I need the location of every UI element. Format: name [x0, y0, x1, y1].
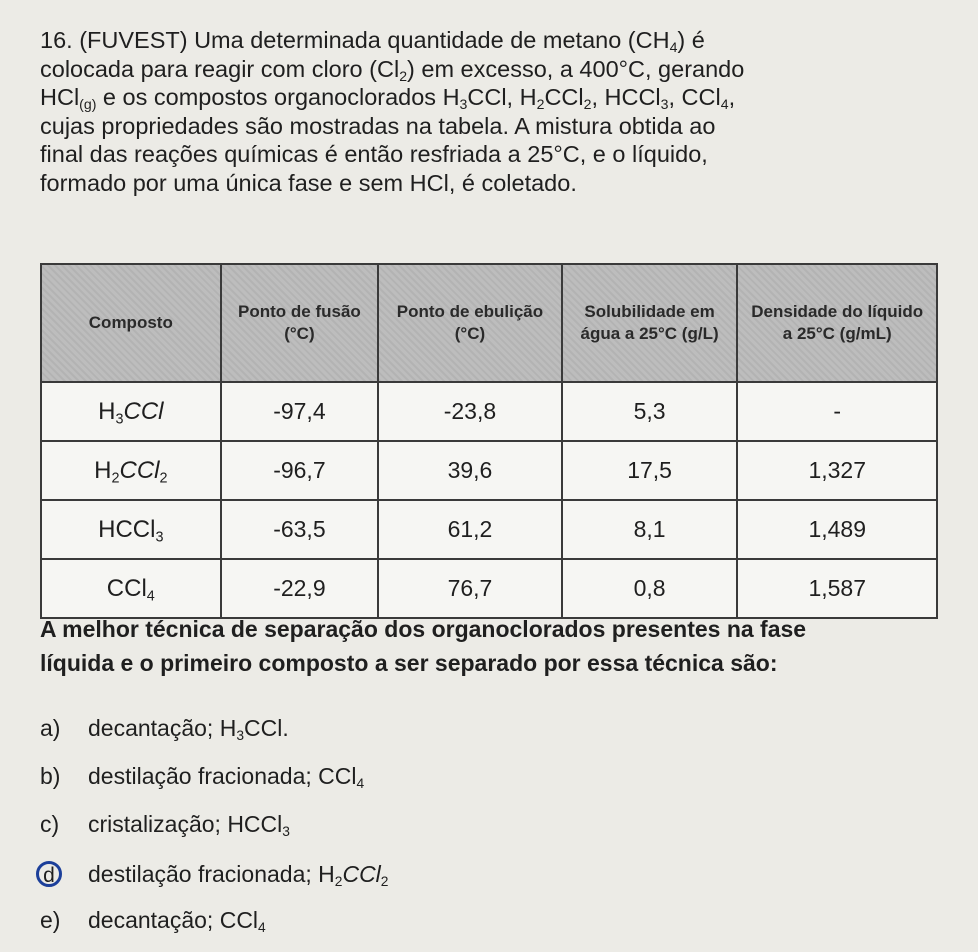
question-line-5: final das reações químicas é então resfriada a 25°C, e o líquido,	[40, 141, 708, 167]
q-l3-b: e os compostos organoclorados H	[96, 84, 460, 110]
option-d[interactable]	[40, 854, 388, 894]
melting-point-cell: -96,7	[221, 441, 379, 500]
question-line-4: cujas propriedades são mostradas na tabela. A mistura obtida ao	[40, 112, 716, 139]
option-letter: a)	[40, 715, 61, 741]
solubility-cell: 5,3	[562, 382, 738, 441]
density-cell: 1,489	[737, 500, 937, 559]
compound-part: CCl	[106, 574, 147, 602]
option-letter: b)	[40, 763, 61, 789]
compound-part: H	[98, 397, 116, 425]
question-line-3	[40, 83, 945, 112]
q-l3-g-sub: 4	[720, 96, 729, 113]
prompt-line-2: líquida e o primeiro composto a ser separado por essa técnica são:	[40, 650, 778, 676]
option-text	[88, 854, 388, 894]
table-row	[41, 441, 937, 500]
option-sub: 3	[236, 728, 245, 744]
q-l2-a: colocada para reagir com cloro (Cl	[40, 55, 400, 82]
properties-table-wrap	[40, 263, 938, 619]
option-a[interactable]	[40, 708, 289, 748]
melting-point-cell: -97,4	[221, 382, 379, 441]
option-text-part: decantação; H	[88, 715, 237, 741]
compound-sub: 3	[115, 410, 124, 427]
boiling-point-cell: 76,7	[378, 559, 562, 618]
properties-table	[40, 263, 938, 619]
option-sub: 4	[356, 776, 365, 792]
compound-sub: 2	[111, 469, 120, 486]
header-melting-point: Ponto de fusão (°C)	[221, 264, 379, 382]
q-l3-a: HCl	[40, 84, 80, 110]
question-text	[40, 26, 945, 197]
compound-sub: 4	[146, 587, 155, 604]
question-prompt	[40, 612, 945, 680]
melting-point-cell: -63,5	[221, 500, 379, 559]
q-l3-d-sub: 2	[536, 96, 545, 113]
option-text-part: destilação fracionada; H	[88, 861, 335, 887]
option-letter: e)	[40, 907, 61, 933]
table-row	[41, 559, 937, 618]
q-l3-g: ,	[728, 84, 736, 110]
prompt-line-1: A melhor técnica de separação dos organoclorados presentes na fase	[40, 616, 807, 642]
q-l3-f-sub: 3	[660, 96, 669, 113]
compound-cell	[41, 382, 221, 441]
q-l3-e-sub: 2	[583, 96, 592, 113]
compound-cell	[41, 559, 221, 618]
compound-part: HCCl	[98, 515, 156, 543]
header-boiling-point: Ponto de ebulição (°C)	[378, 264, 562, 382]
q-l1-sub: 4	[669, 39, 678, 56]
q-l3-sub: (g)	[79, 96, 97, 113]
table-row	[41, 500, 937, 559]
option-text-part: cristalização; HCCl	[88, 811, 283, 837]
option-c[interactable]	[40, 804, 290, 844]
option-text	[88, 756, 364, 796]
compound-part: CCl	[123, 397, 164, 425]
option-text	[88, 708, 289, 748]
solubility-cell: 8,1	[562, 500, 738, 559]
question-line-2	[40, 55, 945, 84]
header-solubility: Solubilidade em água a 25°C (g/L)	[562, 264, 738, 382]
boiling-point-cell: 39,6	[378, 441, 562, 500]
solubility-cell: 0,8	[562, 559, 738, 618]
compound-sub: 3	[155, 528, 164, 545]
option-text-part: decantação; CCl	[88, 907, 259, 933]
option-sub: 4	[258, 920, 266, 936]
header-density: Densidade do líquido a 25°C (g/mL)	[737, 264, 937, 382]
q-l3-c-sub: 3	[459, 96, 468, 113]
compound-cell	[41, 441, 221, 500]
q-l3-d: CCl	[544, 84, 584, 110]
option-sub: 2	[380, 874, 389, 890]
boiling-point-cell: -23,8	[378, 382, 562, 441]
q-l1-end: ) é	[677, 27, 705, 53]
q-l2-b: ) em excesso, a 400°C, gerando	[407, 55, 745, 82]
option-text-part: CCl	[342, 861, 381, 887]
density-cell: -	[737, 382, 937, 441]
solubility-cell: 17,5	[562, 441, 738, 500]
q-l3-c: CCl, H	[467, 84, 537, 110]
q-l3-e: , HCCl	[591, 84, 661, 110]
table-row	[41, 382, 937, 441]
compound-cell	[41, 500, 221, 559]
header-compound: Composto	[41, 264, 221, 382]
q-l1-text: 16. (FUVEST) Uma determinada quantidade de metano (CH	[40, 27, 670, 53]
melting-point-cell: -22,9	[221, 559, 379, 618]
option-text	[88, 804, 290, 844]
option-text-part: CCl.	[244, 715, 289, 741]
density-cell: 1,587	[737, 559, 937, 618]
option-letter-wrap	[40, 854, 88, 894]
option-sub: 2	[334, 874, 343, 890]
selected-answer-circle: d	[36, 861, 62, 887]
table-header-row	[41, 264, 937, 382]
option-sub: 3	[282, 824, 290, 840]
question-line-6: formado por uma única fase e sem HCl, é coletado.	[40, 169, 577, 196]
q-l2-sub: 2	[399, 67, 408, 84]
boiling-point-cell: 61,2	[378, 500, 562, 559]
density-cell: 1,327	[737, 441, 937, 500]
compound-sub: 2	[159, 469, 168, 486]
option-text	[88, 900, 266, 940]
option-text-part: destilação fracionada; CCl	[88, 763, 357, 789]
option-letter: c)	[40, 811, 60, 837]
q-l3-f: , CCl	[668, 84, 721, 110]
question-line-1	[40, 26, 945, 55]
option-e[interactable]	[40, 900, 266, 940]
option-b[interactable]	[40, 756, 364, 796]
compound-part: CCl	[119, 456, 160, 484]
compound-part: H	[94, 456, 112, 484]
